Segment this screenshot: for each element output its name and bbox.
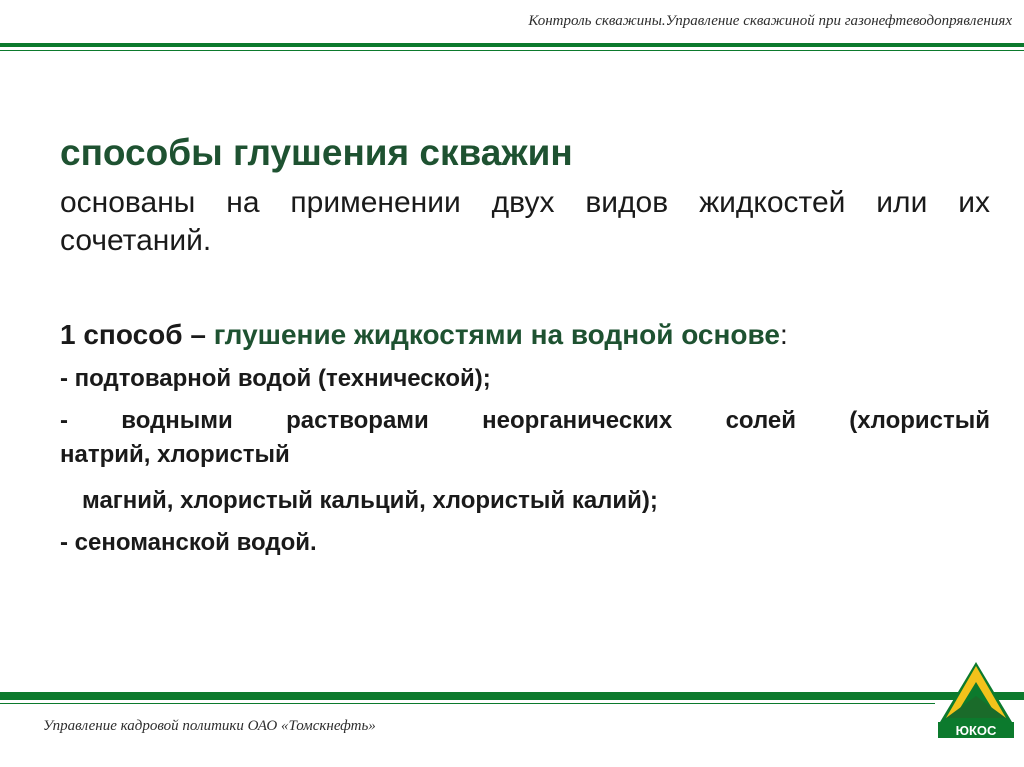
- list-item-salt-solutions-cont2: магний, хлористый кальций, хлористый калий);: [82, 487, 658, 514]
- method-dash: –: [182, 319, 214, 350]
- bottom-divider-thin: [0, 703, 935, 704]
- list-item-salt-solutions: - водными растворами неорганических солей (хлористый: [60, 407, 990, 434]
- intro-paragraph: основаны на применении двух видов жидкостей или их сочетаний.: [60, 186, 990, 257]
- list-item-process-water: - подтоварной водой (технической);: [60, 365, 491, 392]
- method-label: глушение жидкостями на водной основе: [213, 319, 780, 350]
- list-item-cenomanian-water: - сеноманской водой.: [60, 529, 317, 556]
- bottom-divider: [0, 692, 1024, 700]
- method-title: [60, 318, 990, 352]
- yukos-logo: [936, 660, 1016, 740]
- slide-heading: способы глушения скважин: [60, 132, 573, 173]
- logo-text: ЮКОС: [955, 723, 997, 738]
- slide-content: [60, 128, 990, 558]
- method-number: 1 способ: [60, 319, 183, 350]
- header-title: Контроль скважины.Управление скважиной при газонефтеводопрявлениях: [528, 13, 1012, 29]
- footer-text: Управление кадровой политики ОАО «Томскнефть»: [43, 718, 376, 734]
- method-colon: :: [779, 319, 788, 350]
- top-divider-thin: [0, 50, 1024, 51]
- top-divider: [0, 43, 1024, 47]
- yukos-triangle-logo-icon: [936, 660, 1016, 740]
- list-item-salt-solutions-cont: натрий, хлористый: [60, 441, 290, 468]
